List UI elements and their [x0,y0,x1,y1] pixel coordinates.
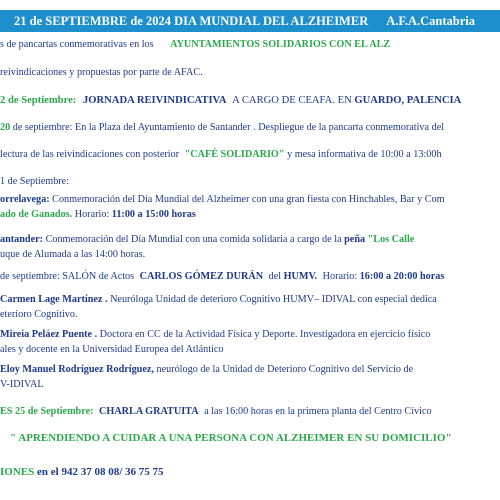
humv-name: HUMV. [283,271,318,282]
sept21-heading: 1 de Septiembre: [0,176,70,187]
speaker-lage-name: Carmen Lage Martínez . [0,294,108,305]
header-title: 21 de SEPTIEMBRE de 2024 DIA MUNDIAL DEL ALZHEIMER [14,14,369,28]
torrelavega-text: Conmemoración del Día Mundial del Alzheimer con una gran fiesta con Hinchables, Bar y Com [52,194,445,205]
talk-details: a las 16:00 horas en la primera planta del Centro Cívico [204,406,432,417]
talk-subject: " APRENDIENDO A CUIDAR A UNA PERSONA CON ALZHEIMER EN SU DOMICILIO" [10,432,452,444]
line-talk-subject [10,432,452,445]
pelaez-role-cont: ales y docente en la Universidad Europea del Atlántico [0,344,224,355]
santander-label: antander: [0,234,44,245]
speaker-rodriguez-name: Eloy Manuel Rodríguez Rodríguez, [0,364,154,375]
alumada-text: uque de Alumada a las 14:00 horas. [0,249,146,260]
ganados-hours: 11:00 a 15:00 horas [111,209,196,220]
banners-text: s de pancartas conmemorativas en los [0,39,154,50]
line-speaker-rodriguez [0,363,413,376]
line-humv-session [0,270,444,283]
header-banner [0,10,500,32]
lage-role-cont: eterioro Cognitivo. [0,309,78,320]
speaker-pelaez-role: Doctora en CC de la Actividad Física y Deporte. Investigadora en ejercicio físico [99,329,431,340]
line-santander-square [0,121,444,134]
speaker-pelaez-name: Mireia Peláez Puente . [0,329,98,340]
square-text: de septiembre: En la Plaza del Ayuntamiento de Santander . Despliegue de la pancarta conmemorativa del [12,122,445,133]
rodriguez-role-cont: V-IDIVAL [0,379,44,390]
ceafa-location: GUARDO, PALENCIA [354,95,462,106]
registration-label: IONES [0,466,35,478]
line-speaker-lage [0,293,437,306]
ceafa-date: 2 de Septiembre: [0,95,77,106]
humv-hours-label: Horario: [322,271,358,282]
line-pelaez-cont [0,343,223,356]
line-sept21 [0,175,69,188]
ceafa-event: JORNADA REIVINDICATIVA [82,95,227,106]
solidarity-councils: AYUNTAMIENTOS SOLIDARIOS CON EL ALZ [170,39,391,50]
line-registration [0,466,164,479]
ceafa-organizer: A CARGO DE CEAFA. EN [232,95,352,106]
humv-hours: 16:00 a 20:00 horas [359,271,445,282]
line-talk [0,405,432,418]
cafe-solidario: "CAFÉ SOLIDARIO" [184,149,285,160]
pena-word: peña [344,234,366,245]
line-alumada [0,248,145,261]
line-rodriguez-cont [0,378,44,391]
humv-date: de septiembre: SALÓN de Actos [0,271,135,282]
ganados-hours-label: Horario: [74,209,110,220]
pena-name: "Los Calle [367,234,415,245]
line-ceafa [0,94,461,107]
line-banners [0,38,390,51]
ganados-venue: ado de Ganados. [0,209,73,220]
line-lage-cont [0,308,78,321]
line-speaker-pelaez [0,328,430,341]
line-demands [0,66,203,79]
humv-del: del [268,271,282,282]
speaker-rodriguez-role: neurólogo de la Unidad de Deterioro Cognitivo del Servicio de [156,364,414,375]
demands-text: reivindicaciones y propuestas por parte de AFAC. [0,67,203,78]
talk-date: ES 25 de Septiembre: [0,406,94,417]
line-cafe [0,148,442,161]
line-torrelavega [0,193,445,206]
header-organization: A.F.A.Cantabria [386,14,476,28]
speaker-lage-role: Neuróloga Unidad de deterioro Cognitivo HUMV– IDIVAL con especial dedica [110,294,437,305]
square-date: 20 [0,122,11,133]
santander-text: Conmemoración del Día Mundial con una comida solidaria a cargo de la [45,234,342,245]
torrelavega-label: orrelavega: [0,194,50,205]
humv-hall: CARLOS GÓMEZ DURÁN [139,271,264,282]
cafe-intro: lectura de las reivindicaciones con posterior [0,149,180,160]
registration-phone: en el 942 37 08 08/ 36 75 75 [37,466,164,478]
line-ganados [0,208,196,221]
line-santander-meal [0,233,414,246]
cafe-schedule: y mesa informativa de 10:00 a 13:00h [287,149,442,160]
talk-title: CHARLA GRATUITA [99,406,199,417]
